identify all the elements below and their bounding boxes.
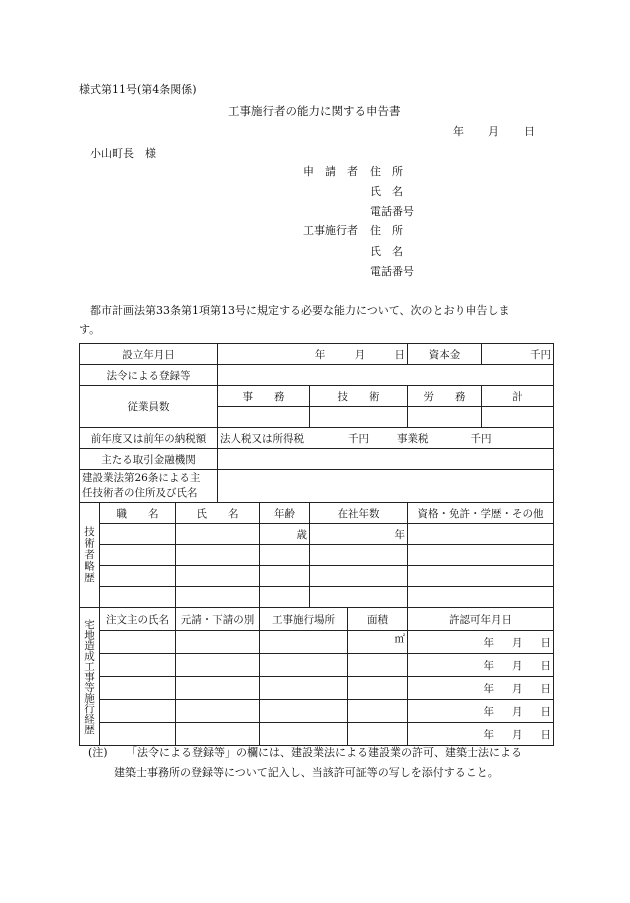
tech-age-cell[interactable] xyxy=(260,524,310,545)
history-permit-date-cell[interactable] xyxy=(408,700,554,723)
tech-section-label: 技術者略歴 xyxy=(80,503,100,608)
page-title: 工事施行者の能力に関する申告書 xyxy=(228,104,401,118)
date-day-label: 日 xyxy=(524,125,535,138)
permit-day-label: 日 xyxy=(540,705,552,718)
age-unit: 歳 xyxy=(296,528,308,541)
history-row xyxy=(80,677,554,700)
employees-total-label: 計 xyxy=(482,386,554,407)
row-established xyxy=(80,344,554,365)
history-row xyxy=(80,723,554,746)
permit-day-label: 日 xyxy=(540,682,552,695)
tax-label: 前年度又は前年の納税額 xyxy=(80,428,218,449)
tech-col-years: 在社年数 xyxy=(310,503,408,524)
history-contract-type-cell[interactable] xyxy=(176,654,260,677)
history-permit-date-cell[interactable] xyxy=(408,631,554,654)
capital-label: 資本金 xyxy=(408,344,482,365)
employees-total-field[interactable] xyxy=(482,407,554,428)
history-location-cell[interactable] xyxy=(260,700,348,723)
statement-line-2: す。 xyxy=(79,323,101,336)
years-unit: 年 xyxy=(394,528,406,541)
history-area-cell[interactable] xyxy=(348,677,408,700)
tech-position-cell[interactable] xyxy=(100,524,176,545)
tech-position-cell[interactable] xyxy=(100,566,176,587)
tech-qualifications-cell[interactable] xyxy=(408,545,554,566)
tech-name-cell[interactable] xyxy=(176,524,260,545)
tech-col-age: 年齢 xyxy=(260,503,310,524)
permit-day-label: 日 xyxy=(540,636,552,649)
registration-field[interactable] xyxy=(218,365,554,386)
row-tax xyxy=(80,428,554,449)
tech-name-cell[interactable] xyxy=(176,566,260,587)
history-section-label: 宅地造成工事等施行経歴 xyxy=(80,608,100,746)
form-number: 様式第11号(第4条関係) xyxy=(79,83,197,96)
statement-line-1: 都市計画法第33条第1項第13号に規定する必要な能力について、次のとおり申告しま xyxy=(90,304,510,317)
tech-row xyxy=(80,587,554,608)
history-location-cell[interactable] xyxy=(260,723,348,746)
applicant-role: 申 請 者 xyxy=(303,165,358,178)
employees-office-label: 事 務 xyxy=(218,386,310,407)
capital-field[interactable] xyxy=(482,344,554,365)
permit-day-label: 日 xyxy=(540,728,552,741)
history-location-cell[interactable] xyxy=(260,654,348,677)
chief-engineer-label-line-2: 任技術者の住所及び氏名 xyxy=(82,487,198,499)
tax-field[interactable] xyxy=(218,428,554,449)
contractor-address-label: 住 所 xyxy=(370,224,403,237)
history-col-location: 工事施行場所 xyxy=(260,608,348,631)
permit-month-label: 月 xyxy=(512,682,523,695)
tech-name-cell[interactable] xyxy=(176,545,260,566)
established-month-label: 月 xyxy=(354,348,366,361)
permit-year-label: 年 xyxy=(483,682,495,695)
permit-year-label: 年 xyxy=(483,705,495,718)
tech-row xyxy=(80,566,554,587)
employees-tech-field[interactable] xyxy=(310,407,408,428)
history-orderer-cell[interactable] xyxy=(100,700,176,723)
history-col-contract-type: 元請・下請の別 xyxy=(176,608,260,631)
permit-year-label: 年 xyxy=(483,659,495,672)
row-history-header xyxy=(80,608,554,631)
tech-position-cell[interactable] xyxy=(100,587,176,608)
contractor-phone-label: 電話番号 xyxy=(370,265,414,278)
date-year-label: 年 xyxy=(453,125,464,138)
tech-years-cell[interactable] xyxy=(310,545,408,566)
tech-qualifications-cell[interactable] xyxy=(408,524,554,545)
note-label: (注) xyxy=(88,746,108,759)
tech-position-cell[interactable] xyxy=(100,545,176,566)
employees-tech-label: 技 術 xyxy=(310,386,408,407)
history-contract-type-cell[interactable] xyxy=(176,677,260,700)
row-employees-header xyxy=(80,386,554,407)
tech-age-cell[interactable] xyxy=(260,545,310,566)
tech-col-position: 職 名 xyxy=(100,503,176,524)
permit-year-label: 年 xyxy=(483,728,495,741)
history-row xyxy=(80,700,554,723)
chief-engineer-label-line-1: 建設業法第26条による主 xyxy=(82,472,201,484)
chief-engineer-field[interactable] xyxy=(218,470,554,503)
applicant-address-label: 住 所 xyxy=(370,165,403,178)
established-day-label: 日 xyxy=(394,348,406,361)
tech-col-qualifications: 資格・免許・学歴・その他 xyxy=(408,503,554,524)
history-contract-type-cell[interactable] xyxy=(176,723,260,746)
history-col-permit-date: 許認可年月日 xyxy=(408,608,554,631)
history-col-orderer: 注文主の氏名 xyxy=(100,608,176,631)
history-location-cell[interactable] xyxy=(260,631,348,654)
bank-label: 主たる取引金融機関 xyxy=(80,449,218,470)
application-table xyxy=(79,343,554,746)
row-bank xyxy=(80,449,554,470)
biz-tax-label: 事業税 xyxy=(397,432,429,445)
history-contract-type-cell[interactable] xyxy=(176,700,260,723)
history-row xyxy=(80,654,554,677)
tech-years-cell[interactable] xyxy=(310,524,408,545)
permit-day-label: 日 xyxy=(540,659,552,672)
contractor-name-label: 氏 名 xyxy=(370,245,403,258)
registration-label: 法令による登録等 xyxy=(80,365,218,386)
note-line-1: 「法令による登録等」の欄には、建設業法による建設業の許可、建築士法による xyxy=(126,746,522,759)
date-month-label: 月 xyxy=(488,125,499,138)
history-area-cell[interactable] xyxy=(348,654,408,677)
tech-name-cell[interactable] xyxy=(176,587,260,608)
applicant-name-label: 氏 名 xyxy=(370,185,403,198)
history-orderer-cell[interactable] xyxy=(100,631,176,654)
contractor-role: 工事施行者 xyxy=(303,224,358,237)
corp-tax-label: 法人税又は所得税 xyxy=(220,432,305,445)
tech-row xyxy=(80,545,554,566)
area-unit: ㎡ xyxy=(394,633,406,645)
history-col-area: 面積 xyxy=(348,608,408,631)
tech-years-cell[interactable] xyxy=(310,566,408,587)
tech-years-cell[interactable] xyxy=(310,587,408,608)
employees-office-field[interactable] xyxy=(218,407,310,428)
note-line-2: 建築士事務所の登録等について記入し、当該許可証等の写しを添付すること。 xyxy=(114,766,499,779)
established-year-label: 年 xyxy=(314,348,326,361)
history-row xyxy=(80,631,554,654)
employees-label: 従業員数 xyxy=(80,386,218,428)
employees-labor-field[interactable] xyxy=(408,407,482,428)
permit-month-label: 月 xyxy=(512,659,523,672)
history-orderer-cell[interactable] xyxy=(100,677,176,700)
tech-row xyxy=(80,524,554,545)
established-label: 設立年月日 xyxy=(80,344,218,365)
history-area-cell[interactable] xyxy=(348,723,408,746)
row-chief-engineer xyxy=(80,470,554,503)
row-registration xyxy=(80,365,554,386)
row-tech-header xyxy=(80,503,554,524)
history-area-cell[interactable] xyxy=(348,700,408,723)
corp-tax-unit: 千円 xyxy=(348,432,370,445)
history-contract-type-cell[interactable] xyxy=(176,631,260,654)
history-location-cell[interactable] xyxy=(260,677,348,700)
established-date-field[interactable] xyxy=(218,344,408,365)
permit-month-label: 月 xyxy=(512,728,523,741)
history-orderer-cell[interactable] xyxy=(100,723,176,746)
tech-age-cell[interactable] xyxy=(260,587,310,608)
capital-unit: 千円 xyxy=(530,348,552,361)
permit-month-label: 月 xyxy=(512,705,523,718)
history-orderer-cell[interactable] xyxy=(100,654,176,677)
employees-labor-label: 労 務 xyxy=(408,386,482,407)
history-permit-date-cell[interactable] xyxy=(408,723,554,746)
history-permit-date-cell[interactable] xyxy=(408,654,554,677)
history-permit-date-cell[interactable] xyxy=(408,677,554,700)
biz-tax-unit: 千円 xyxy=(470,432,492,445)
addressee: 小山町長 様 xyxy=(90,147,156,160)
permit-month-label: 月 xyxy=(512,636,523,649)
chief-engineer-label xyxy=(80,470,218,503)
applicant-phone-label: 電話番号 xyxy=(370,205,414,218)
bank-field[interactable] xyxy=(218,449,554,470)
tech-qualifications-cell[interactable] xyxy=(408,566,554,587)
tech-qualifications-cell[interactable] xyxy=(408,587,554,608)
history-area-cell[interactable] xyxy=(348,631,408,654)
permit-year-label: 年 xyxy=(483,636,495,649)
tech-age-cell[interactable] xyxy=(260,566,310,587)
tech-col-name: 氏 名 xyxy=(176,503,260,524)
